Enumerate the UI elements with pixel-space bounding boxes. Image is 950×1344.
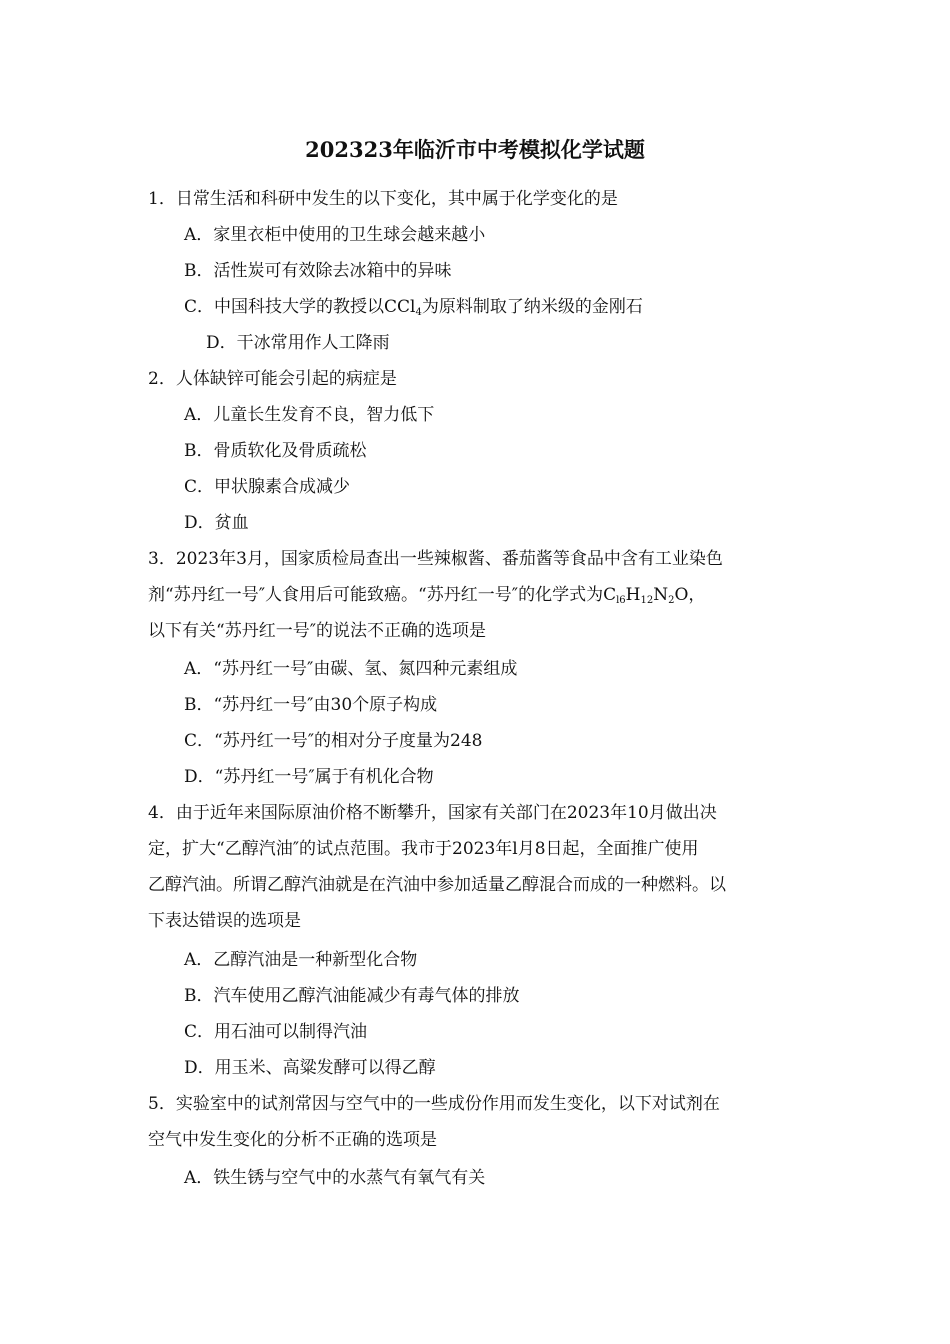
question-1-option-c: [184, 289, 643, 325]
page-title: 202323年临沂市中考模拟化学试题: [305, 137, 645, 162]
question-4-option-c: C．用石油可以制得汽油: [184, 1022, 368, 1042]
subscript: l6: [616, 595, 626, 606]
option-c-text-pre: C．中国科技大学的教授以CCl: [184, 297, 416, 317]
option-c-text-post: 为原料制取了纳米级的金刚石: [421, 297, 643, 317]
question-3-stem-line-3: 以下有关“苏丹红一号″的说法不正确的选项是: [148, 621, 487, 641]
question-2-option-d: D．贫血: [184, 513, 249, 533]
question-4-stem-line-3: 乙醇汽油。所谓乙醇汽油就是在汽油中参加适量乙醇混合而成的一种燃料。以: [148, 875, 726, 895]
question-4-option-d: D．用玉米、高粱发酵可以得乙醇: [184, 1058, 436, 1078]
formula-element: H: [625, 585, 641, 605]
question-3-stem-line-1: 3．2023年3月，国家质检局查出一些辣椒酱、番茄酱等食品中含有工业染色: [148, 549, 723, 569]
question-1-stem: 1．日常生活和科研中发生的以下变化，其中属于化学变化的是: [148, 189, 618, 209]
question-1-option-b: B．活性炭可有效除去冰箱中的异味: [184, 261, 452, 281]
question-1-option-d: D．干冰常用作人工降雨: [206, 333, 390, 353]
question-4-option-b: B．汽车使用乙醇汽油能减少有毒气体的排放: [184, 986, 520, 1006]
question-4-stem-line-2: 定，扩大“乙醇汽油″的试点范围。我市于2023年l月8日起，全面推广使用: [148, 839, 699, 859]
question-1-option-a: A．家里衣柜中使用的卫生球会越来越小: [184, 225, 486, 245]
formula-element: N: [653, 585, 669, 605]
question-3-option-d: D．“苏丹红一号″属于有机化合物: [184, 767, 434, 787]
question-2-option-b: B．骨质软化及骨质疏松: [184, 441, 367, 461]
stem-text-pre: 剂“苏丹红一号″人食用后可能致癌。“苏丹红一号″的化学式为C: [148, 585, 617, 605]
subscript: 2: [668, 595, 675, 606]
question-3-option-b: B．“苏丹红一号″由30个原子构成: [184, 695, 438, 715]
question-4-stem-line-1: 4．由于近年来国际原油价格不断攀升，国家有关部门在2023年10月做出决: [148, 803, 717, 823]
question-5-stem-line-2: 空气中发生变化的分析不正确的选项是: [148, 1130, 437, 1150]
subscript: 12: [640, 595, 654, 606]
question-3-stem-line-2: [148, 577, 705, 613]
question-2-stem: 2．人体缺锌可能会引起的病症是: [148, 369, 397, 389]
question-3-option-a: A．“苏丹红一号″由碳、氢、氮四种元素组成: [184, 659, 518, 679]
question-4-stem-line-4: 下表达错误的选项是: [148, 911, 301, 931]
question-2-option-a: A．儿童长生发育不良，智力低下: [184, 405, 435, 425]
question-5-stem-line-1: 5．实验室中的试剂常因与空气中的一些成份作用而发生变化，以下对试剂在: [148, 1094, 720, 1114]
question-3-option-c: C．“苏丹红一号″的相对分子度量为248: [184, 731, 483, 751]
question-2-option-c: C．甲状腺素合成减少: [184, 477, 351, 497]
subscript: 4: [415, 307, 422, 318]
stem-text-post: O，: [674, 585, 706, 605]
question-5-option-a: A．铁生锈与空气中的水蒸气有氧气有关: [184, 1168, 486, 1188]
question-4-option-a: A．乙醇汽油是一种新型化合物: [184, 950, 418, 970]
